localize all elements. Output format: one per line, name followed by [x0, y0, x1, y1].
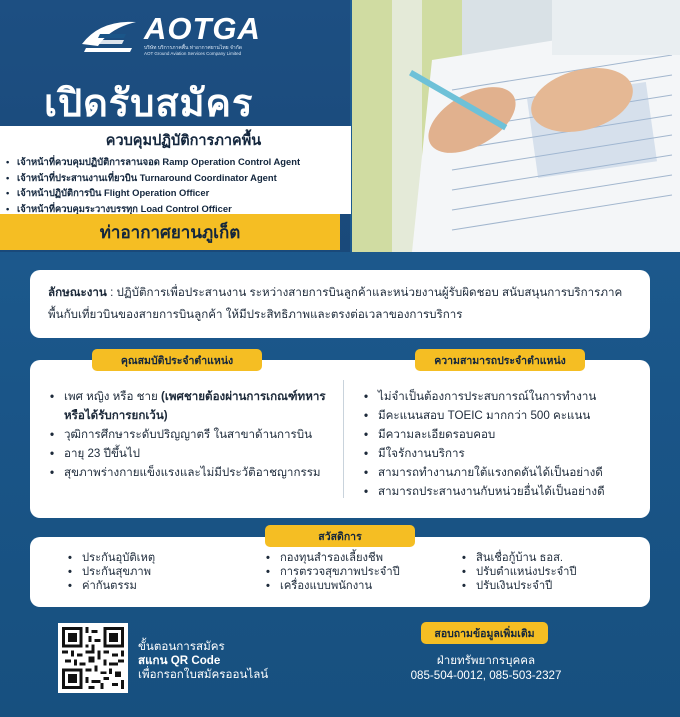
abilities-title: ความสามารถประจำตำแหน่ง	[415, 349, 585, 371]
contact-info	[396, 653, 576, 683]
benefit-item: • การตรวจสุขภาพประจำปี	[266, 565, 400, 579]
abilities-list	[364, 387, 644, 501]
ability-item: • สามารถประสานงานกับหน่วยอื่นได้เป็นอย่างดี	[364, 482, 644, 501]
photo-illustration	[352, 0, 680, 252]
benefits-title: สวัสดิการ	[265, 525, 415, 547]
qr-code[interactable]	[58, 623, 128, 693]
benefit-item: • สินเชื่อกู้บ้าน ธอส.	[462, 551, 577, 565]
qualification-item: • สุขภาพร่างกายแข็งแรงและไม่มีประวัติอาชญากรรม	[50, 463, 330, 482]
benefits-col-2	[266, 551, 400, 593]
ability-item: • สามารถทำงานภายใต้แรงกดดันได้เป็นอย่างดี	[364, 463, 644, 482]
benefit-item: • กองทุนสำรองเลี้ยงชีพ	[266, 551, 400, 565]
qualification-item: • เพศ หญิง หรือ ชาย (เพศชายต้องผ่านการเกณฑ์ทหารหรือได้รับการยกเว้น)	[50, 387, 330, 425]
job-item: • เจ้าหน้าปฏิบัติการบิน Flight Operation Officer	[6, 185, 345, 201]
qr-code-icon	[62, 627, 124, 689]
ability-item: • มีคะแนนสอบ TOEIC มากกว่า 500 คะแนน	[364, 406, 644, 425]
contact-title: สอบถามข้อมูลเพิ่มเติม	[421, 622, 548, 644]
page-title: เปิดรับสมัคร	[44, 83, 254, 125]
description-label: ลักษณะงาน	[48, 286, 107, 299]
aotga-logo-icon	[80, 16, 138, 56]
jobs-box	[0, 126, 351, 214]
job-item: • เจ้าหน้าที่ประสานงานเที่ยวบิน Turnaround Coordinator Agent	[6, 170, 345, 186]
benefit-item: • เครื่องแบบพนักงาน	[266, 579, 400, 593]
qualifications-card	[30, 360, 650, 518]
benefit-item: • ประกันสุขภาพ	[68, 565, 155, 579]
brand-subtitle-en: AOT Ground Aviation Services Company Limited	[144, 51, 242, 56]
jobs-list	[6, 154, 345, 216]
qualification-item: • วุฒิการศึกษาระดับปริญญาตรี ในสาขาด้านการบิน	[50, 425, 330, 444]
job-description-card	[30, 270, 650, 338]
benefit-item: • ค่ากันตรรม	[68, 579, 155, 593]
apply-line-1: ขั้นตอนการสมัคร	[138, 640, 225, 653]
header-photo	[352, 0, 680, 252]
jobs-title: ควบคุมปฏิบัติการภาคพื้น	[105, 133, 262, 149]
contact-phones[interactable]: 085-504-0012, 085-503-2327	[410, 669, 562, 682]
apply-line-3: เพื่อกรอกใบสมัครออนไลน์	[138, 668, 269, 681]
ability-item: • มีใจรักงานบริการ	[364, 444, 644, 463]
contact-department: ฝ่ายทรัพยากรบุคคล	[436, 654, 536, 667]
apply-line-2: สแกน QR Code	[138, 654, 221, 667]
brand-subtitle-th: บริษัท บริการภาคพื้น ท่าอากาศยานไทย จำกัด	[144, 45, 242, 51]
qualification-item: • อายุ 23 ปีขึ้นไป	[50, 444, 330, 463]
header-section	[0, 0, 680, 252]
benefits-col-1	[68, 551, 155, 593]
job-item: • เจ้าหน้าที่ควบคุมระวางบรรทุก Load Control Officer	[6, 201, 345, 217]
brand-name: AOTGA	[144, 11, 261, 46]
benefits-col-3	[462, 551, 577, 593]
company-logo	[80, 11, 261, 57]
job-item: • เจ้าหน้าที่ควบคุมปฏิบัติการลานจอด Ramp Operation Control Agent	[6, 154, 345, 170]
ability-item: • ไม่จำเป็นต้องการประสบการณ์ในการทำงาน	[364, 387, 644, 406]
apply-instructions	[138, 640, 268, 682]
location-banner: ท่าอากาศยานภูเก็ต	[0, 214, 340, 250]
benefit-item: • ปรับเงินประจำปี	[462, 579, 577, 593]
benefits-card	[30, 537, 650, 607]
description-text: : ปฏิบัติการเพื่อประสานงาน ระหว่างสายการบินลูกค้าและหน่วยงานผู้รับผิดชอบ สนับสนุนการบริการภาคพื้นกับเที่ยวบินของสายการบินลูกค้า ให้มีประสิทธิภาพและตรงต่อเวลาของการบริการ	[48, 286, 623, 321]
benefit-item: • ประกันอุบัติเหตุ	[68, 551, 155, 565]
qualifications-title: คุณสมบัติประจำตำแหน่ง	[92, 349, 262, 371]
qualifications-list	[50, 387, 330, 482]
ability-item: • มีความละเอียดรอบคอบ	[364, 425, 644, 444]
benefit-item: • ปรับตำแหน่งประจำปี	[462, 565, 577, 579]
column-divider	[343, 380, 344, 498]
